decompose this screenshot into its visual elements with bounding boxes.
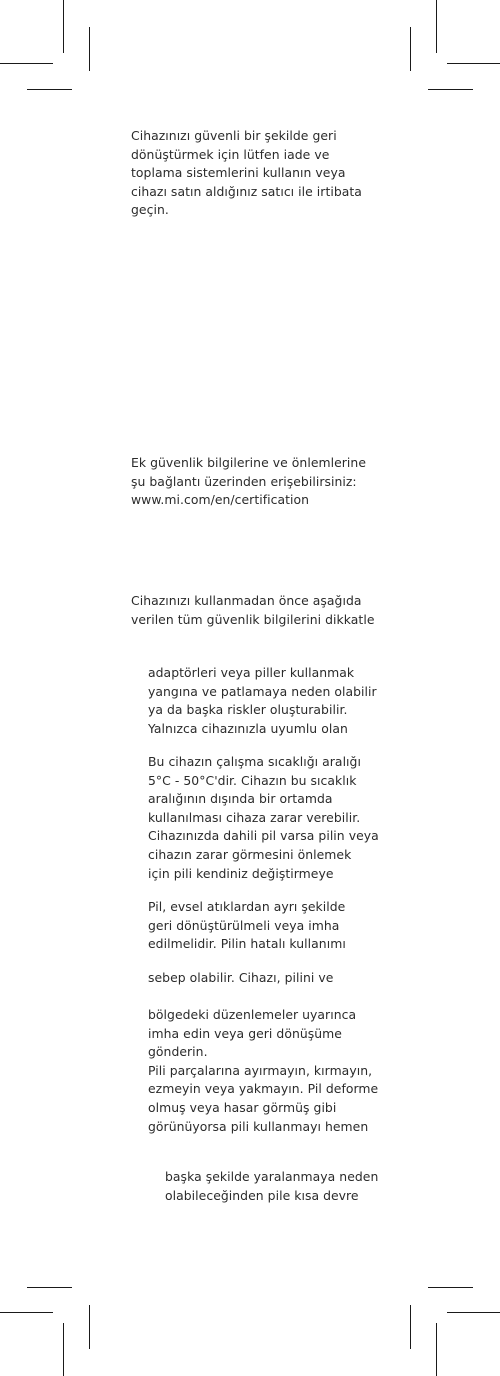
text-line: Pil, evsel atıklardan ayrı şekilde bbox=[148, 899, 346, 914]
text-line: bölgedeki düzenlemeler uyarınca bbox=[148, 1007, 357, 1022]
text-line: Pili parçalarına ayırmayın, kırmayın, bbox=[148, 1062, 373, 1078]
crop-mark bbox=[410, 27, 411, 71]
recycling-paragraph bbox=[131, 127, 362, 220]
regional-disposal-paragraph bbox=[148, 1006, 378, 1136]
extra-safety-paragraph bbox=[131, 454, 366, 510]
text-line: imha edin veya geri dönüşüme bbox=[148, 1025, 342, 1041]
text-line: Ek güvenlik bilgilerine ve önlemlerine bbox=[131, 455, 366, 470]
text-line: şu bağlantı üzerinden erişebilirsiniz: bbox=[131, 473, 357, 489]
text-line: edilmelidir. Pilin hatalı kullanımı bbox=[148, 936, 346, 952]
crop-mark bbox=[0, 63, 53, 64]
text-line: Cihazınızı güvenli bir şekilde geri bbox=[131, 128, 337, 143]
before-use-paragraph bbox=[131, 592, 375, 629]
text-line: toplama sistemlerini kullanın veya bbox=[131, 165, 346, 181]
crop-mark bbox=[0, 1312, 53, 1313]
text-line: gönderin. bbox=[148, 1044, 208, 1060]
text-line: adaptörleri veya piller kullanmak bbox=[148, 665, 355, 680]
text-line: geri dönüştürülmeli veya imha bbox=[148, 917, 340, 933]
text-line: ya da başka riskler oluşturabilir. bbox=[148, 702, 348, 718]
short-circuit-paragraph bbox=[165, 1168, 378, 1205]
text-line: aralığının dışında bir ortamda bbox=[148, 791, 333, 807]
text-line: Yalnızca cihazınızla uyumlu olan bbox=[148, 720, 348, 736]
text-line: 5°C - 50°C'dir. Cihazın bu sıcaklık bbox=[148, 772, 357, 788]
crop-mark bbox=[428, 89, 473, 90]
certification-link-text: www.mi.com/en/certification bbox=[131, 492, 310, 508]
battery-waste-paragraph bbox=[148, 898, 346, 954]
text-line: cihazı satın aldığınız satıcı ile irtibata bbox=[131, 183, 362, 199]
crop-mark bbox=[436, 0, 437, 53]
text-line: kullanılması cihaza zarar verebilir. bbox=[148, 809, 361, 825]
crop-mark bbox=[447, 1312, 500, 1313]
adapters-paragraph bbox=[148, 664, 377, 738]
crop-mark bbox=[63, 0, 64, 53]
crop-mark bbox=[89, 27, 90, 71]
text-line: Cihazınızı kullanmadan önce aşağıda bbox=[131, 593, 362, 608]
text-line: Cihazınızda dahili pil varsa pilin veya bbox=[148, 828, 379, 844]
text-line: görünüyorsa pili kullanmayı hemen bbox=[148, 1118, 369, 1134]
text-line: başka şekilde yaralanmaya neden bbox=[165, 1169, 379, 1184]
text-line: sebep olabilir. Cihazı, pilini ve bbox=[148, 970, 334, 985]
text-line: Bu cihazın çalışma sıcaklığı aralığı bbox=[148, 754, 361, 769]
text-line: yangına ve patlamaya neden olabilir bbox=[148, 683, 377, 699]
crop-mark bbox=[27, 89, 72, 90]
text-line: ezmeyin veya yakmayın. Pil deforme bbox=[148, 1081, 379, 1097]
text-line: için pili kendiniz değiştirmeye bbox=[148, 865, 334, 881]
temperature-paragraph bbox=[148, 753, 379, 883]
crop-mark bbox=[410, 1305, 411, 1349]
text-line: verilen tüm güvenlik bilgilerini dikkatle bbox=[131, 611, 375, 627]
text-line: olabileceğinden pile kısa devre bbox=[165, 1187, 359, 1203]
crop-mark bbox=[89, 1305, 90, 1349]
crop-mark bbox=[27, 1287, 72, 1288]
crop-mark bbox=[436, 1323, 437, 1376]
text-line: dönüştürmek için lütfen iade ve bbox=[131, 146, 330, 162]
crop-mark bbox=[63, 1323, 64, 1376]
text-line: geçin. bbox=[131, 202, 169, 218]
cause-paragraph bbox=[148, 969, 333, 988]
crop-mark bbox=[428, 1287, 473, 1288]
crop-mark bbox=[447, 63, 500, 64]
text-line: cihazın zarar görmesini önlemek bbox=[148, 846, 352, 862]
text-line: olmuş veya hasar görmüş gibi bbox=[148, 1099, 337, 1115]
